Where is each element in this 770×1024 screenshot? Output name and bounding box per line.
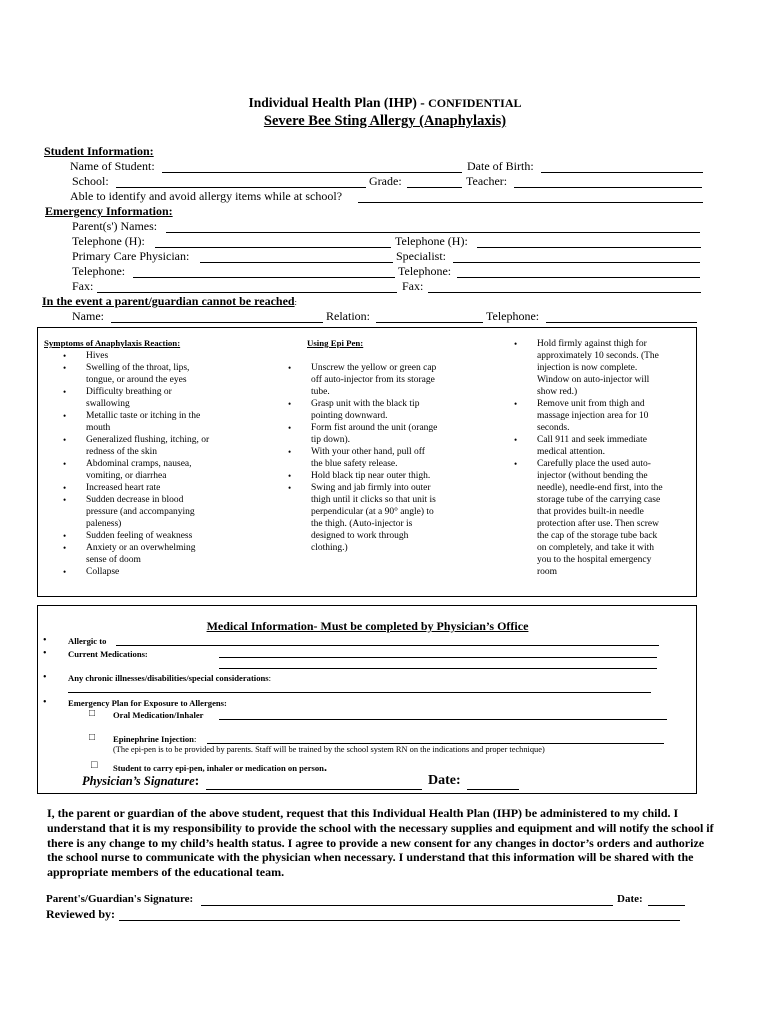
oral-field[interactable] (219, 719, 667, 720)
medications-field-1[interactable] (219, 657, 657, 658)
student-name-label: Name of Student: (70, 159, 155, 173)
contact-telephone-label: Telephone: (486, 309, 540, 323)
relation-field[interactable] (376, 322, 483, 323)
relation-label: Relation: (326, 309, 370, 323)
bullet-plan: • (43, 697, 47, 708)
epi-note: (The epi-pen is to be provided by parents. Staff will be trained by the school system RN on the indications and proper technique) (113, 745, 545, 754)
list-item: • Hives (43, 350, 213, 362)
list-item: • Collapse (43, 566, 213, 578)
epipen-steps (268, 362, 438, 554)
physician-date-field[interactable] (467, 789, 519, 790)
carry-checkbox[interactable]: □ (91, 759, 98, 771)
parent-signature-label: Parent's/Guardian's Signature: (46, 893, 194, 905)
list-item: • Call 911 and seek immediate medical attention. (494, 434, 669, 458)
bullet-chronic: • (43, 672, 47, 683)
fax2-label: Fax: (402, 279, 424, 293)
epi-checkbox[interactable]: □ (89, 732, 96, 743)
medications-field-2[interactable] (219, 668, 657, 669)
grade-label: Grade: (369, 174, 402, 188)
symptoms-heading: Symptoms of Anaphylaxis Reaction: (44, 338, 181, 348)
list-item: • Generalized flushing, itching, or redness of the skin (43, 434, 213, 458)
telephone-h-field[interactable] (155, 247, 391, 248)
school-field[interactable] (116, 187, 366, 188)
epi-label-text: Epinephrine Injection (113, 734, 194, 744)
specialist-field[interactable] (453, 262, 700, 263)
parent-date-field[interactable] (648, 905, 685, 906)
chronic-colon: : (268, 673, 272, 683)
oral-checkbox[interactable]: □ (89, 708, 96, 719)
telephone2-label: Telephone: (398, 264, 452, 278)
contact-name-label: Name: (72, 309, 104, 323)
teacher-label: Teacher: (466, 174, 508, 188)
list-item: • Unscrew the yellow or green cap off auto-injector from its storage tube. (268, 362, 438, 398)
epipen-steps-continued (494, 338, 669, 578)
list-item: • Metallic taste or itching in the mouth (43, 410, 213, 434)
dob-field[interactable] (541, 172, 703, 173)
parent-date-label: Date: (617, 893, 643, 905)
carry-label (113, 761, 327, 774)
avoid-field[interactable] (358, 202, 703, 203)
bullet-allergic: • (43, 635, 47, 646)
avoid-label: Able to identify and avoid allergy items while at school? (70, 189, 343, 203)
specialist-label: Specialist: (396, 249, 446, 263)
chronic-label-text: Any chronic illnesses/disabilities/special considerations (68, 673, 269, 683)
telephone2-field[interactable] (457, 277, 700, 278)
fax-field[interactable] (97, 292, 397, 293)
telephone-h2-label: Telephone (H): (395, 234, 468, 248)
chronic-field[interactable] (68, 692, 651, 693)
list-item: • Grasp unit with the black tip pointing downward. (268, 398, 438, 422)
list-item: • Increased heart rate (43, 482, 213, 494)
unreached-colon: : (294, 298, 297, 307)
telephone-label: Telephone: (72, 264, 126, 278)
physician-signature-label (82, 774, 199, 790)
carry-period: . (323, 760, 327, 774)
chronic-label (68, 672, 271, 684)
epipen-heading: Using Epi Pen: (307, 338, 364, 348)
carry-label-text: Student to carry epi-pen, inhaler or medication on person (113, 763, 324, 773)
physician-field[interactable] (200, 262, 393, 263)
medical-heading: Medical Information- Must be completed by Physician’s Office (206, 619, 529, 633)
epi-colon: : (193, 734, 197, 744)
reviewed-label: Reviewed by: (46, 907, 115, 921)
teacher-field[interactable] (514, 187, 702, 188)
list-item: • Difficulty breathing or swallowing (43, 386, 213, 410)
title-line-2: Severe Bee Sting Allergy (Anaphylaxis) (263, 113, 507, 129)
title-main: Individual Health Plan (IHP) - (248, 95, 425, 110)
list-item: • Swing and jab firmly into outer thigh until it clicks so that unit is perpendicular (at a 90° angle) to the thigh. (Auto-injector is designed to work through clothing.) (268, 482, 438, 554)
emergency-heading: Emergency Information: (45, 204, 173, 218)
physician-date-label: Date: (428, 773, 461, 788)
parents-field[interactable] (166, 232, 700, 233)
school-label: School: (72, 174, 109, 188)
list-item: • Carefully place the used auto-injector (without bending the needle), needle-end first, into the storage tube of the carrying case that provides built-in needle protection after use. Then screw the cap of the storage tube back on completely, and take it with you to the hospital emergency room (494, 458, 669, 578)
unreached-heading-text: In the event a parent/guardian cannot be reached (42, 294, 295, 308)
physician-label: Primary Care Physician: (72, 249, 190, 263)
bullet-medications: • (43, 648, 47, 659)
list-item: • Hold black tip near outer thigh. (268, 470, 438, 482)
list-item: • Abdominal cramps, nausea, vomiting, or diarrhea (43, 458, 213, 482)
list-item: • Remove unit from thigh and massage injection area for 10 seconds. (494, 398, 669, 434)
grade-field[interactable] (407, 187, 462, 188)
plan-label: Emergency Plan for Exposure to Allergens: (68, 698, 227, 708)
allergic-field[interactable] (116, 645, 659, 646)
symptoms-list (43, 350, 213, 578)
physician-signature-text: Physician’s Signature (82, 774, 195, 788)
telephone-field[interactable] (133, 277, 395, 278)
list-item: • Sudden decrease in blood pressure (and accompanying paleness) (43, 494, 213, 530)
oral-label: Oral Medication/Inhaler (113, 710, 204, 720)
title-line-1 (0, 95, 770, 111)
list-item: • Hold firmly against thigh for approximately 10 seconds. (The injection is now complete. Window on auto-injector will show red.) (494, 338, 669, 398)
list-item: • Sudden feeling of weakness (43, 530, 213, 542)
list-item: • With your other hand, pull off the blue safety release. (268, 446, 438, 470)
title-confidential: CONFIDENTIAL (428, 96, 522, 110)
consent-paragraph: I, the parent or guardian of the above student, request that this Individual Health Plan (IHP) be administered to my child. I understand that it is my responsibility to provide the school with the necessary supplies and equipment and will notify the school if there is any change to my child’s health status. I agree to provide a new consent for any changes in doctor’s orders and authorize the school nurse to communicate with the physician when necessary. I understand that this information will be shared with the appropriate members of the educational team. (47, 806, 714, 880)
unreached-heading (42, 294, 297, 309)
medications-label: Current Medications: (68, 649, 148, 659)
list-item: • Form fist around the unit (orange tip down). (268, 422, 438, 446)
list-item: • Swelling of the throat, lips, tongue, or around the eyes (43, 362, 213, 386)
dob-label: Date of Birth: (467, 159, 534, 173)
student-heading: Student Information: (44, 144, 154, 158)
fax-label: Fax: (72, 279, 94, 293)
allergic-label: Allergic to (68, 636, 107, 646)
physician-signature-colon: : (194, 774, 200, 789)
physician-signature-field[interactable] (206, 789, 422, 790)
parents-label: Parent(s') Names: (72, 219, 158, 233)
telephone-h2-field[interactable] (477, 247, 701, 248)
fax2-field[interactable] (428, 292, 701, 293)
telephone-h-label: Telephone (H): (72, 234, 145, 248)
contact-telephone-field[interactable] (546, 322, 697, 323)
contact-name-field[interactable] (111, 322, 323, 323)
parent-signature-field[interactable] (201, 905, 613, 906)
list-item: • Anxiety or an overwhelming sense of doom (43, 542, 213, 566)
student-name-field[interactable] (162, 172, 462, 173)
reviewed-field[interactable] (119, 920, 680, 921)
